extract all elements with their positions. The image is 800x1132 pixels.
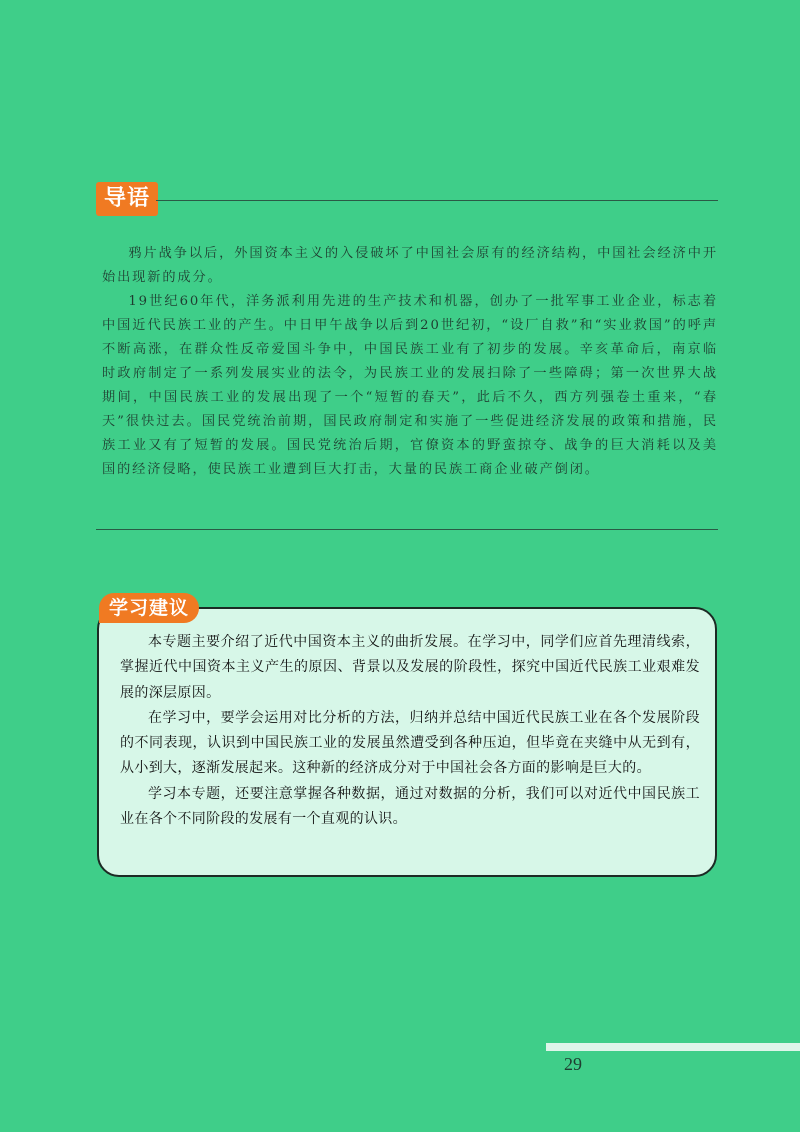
intro-paragraph: 鸦片战争以后，外国资本主义的入侵破坏了中国社会原有的经济结构，中国社会经济中开始出现新的成分。 <box>102 246 718 285</box>
intro-body <box>102 242 718 482</box>
suggestion-paragraph: 在学习中，要学会运用对比分析的方法，归纳并总结中国近代民族工业在各个发展阶段的不同表现，认识到中国民族工业的发展虽然遭受到各种压迫，但毕竟在夹缝中从无到有，从小到大，逐渐发展起来。这种新的经济成分对于中国社会各方面的影响是巨大的。 <box>120 709 700 777</box>
study-suggestions-heading: 学习建议 <box>99 593 199 623</box>
intro-bottom-rule <box>96 529 718 530</box>
page-number: 29 <box>564 1054 582 1074</box>
intro-heading: 导语 <box>96 182 158 216</box>
suggestion-paragraph: 学习本专题，还要注意掌握各种数据，通过对数据的分析，我们可以对近代中国民族工业在各个不同阶段的发展有一个直观的认识。 <box>120 785 700 828</box>
study-suggestions-body <box>120 630 700 832</box>
intro-header <box>96 182 718 218</box>
intro-paragraph: 19世纪60年代，洋务派利用先进的生产技术和机器，创办了一批军事工业企业，标志着中国近代民族工业的产生。中日甲午战争以后到20世纪初，“设厂自救”和“实业救国”的呼声不断高涨，在群众性反帝爱国斗争中，中国民族工业有了初步的发展。辛亥革命后，南京临时政府制定了一系列发展实业的法令，为民族工业的发展扫除了一些障碍；第一次世界大战期间，中国民族工业的发展出现了一个“短暂的春天”，此后不久，西方列强卷土重来，“春天”很快过去。国民党统治前期，国民政府制定和实施了一些促进经济发展的政策和措施，民族工业又有了短暂的发展。国民党统治后期，官僚资本的野蛮掠夺、战争的巨大消耗以及美国的经济侵略，使民族工业遭到巨大打击，大量的民族工商企业破产倒闭。 <box>102 294 718 477</box>
suggestion-paragraph: 本专题主要介绍了近代中国资本主义的曲折发展。在学习中，同学们应首先理清线索，掌握近代中国资本主义产生的原因、背景以及发展的阶段性，探究中国近代民族工业艰难发展的深层原因。 <box>120 634 700 701</box>
footer-bar <box>546 1043 800 1051</box>
intro-heading-rule <box>156 200 718 201</box>
